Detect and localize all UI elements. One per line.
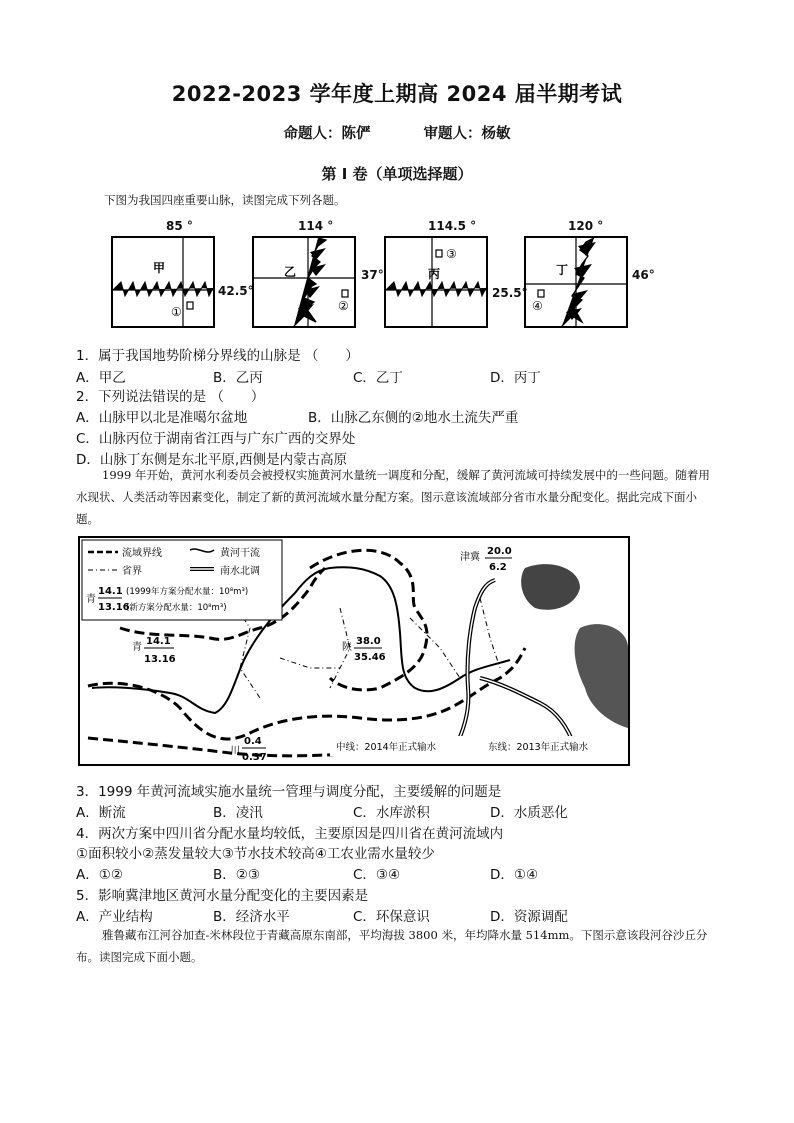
label-jinji-old: 20.0 [487, 546, 512, 557]
setter: 命题人：陈俨 [283, 126, 371, 142]
lat-label-3: 25.5° [492, 286, 528, 300]
q1-option-c[interactable]: C．乙丁 [353, 370, 403, 386]
map-marker-1: ① [171, 305, 182, 319]
q4-option-d[interactable]: D．①④ [490, 867, 539, 883]
map-marker-2: ② [338, 299, 349, 313]
label-chuan-new: 0.37 [242, 752, 267, 763]
label-shaan-new: 35.46 [354, 652, 386, 663]
lat-label-1: 42.5° [218, 284, 254, 298]
lon-label-4: 120 ° [568, 219, 604, 233]
yellow-river-map-drawing [80, 538, 628, 764]
label-shaan-prov: 陕 [342, 642, 352, 653]
passage-yarlung: 雅鲁藏布江河谷加查-米林段位于青藏高原东南部，平均海拔 3800 米，年均降水量 514mm。下图示意该段河谷沙丘分布。读图完成下面小题。 [76, 928, 708, 964]
map-panel-4 [524, 236, 628, 328]
q5-option-d[interactable]: D．资源调配 [490, 909, 568, 925]
map-name-3: 丙 [428, 267, 441, 281]
note-east-route: 东线：2013年正式输水 [488, 742, 589, 753]
legend-example-old: 14.1 [98, 586, 123, 597]
label-qing-new: 13.16 [144, 654, 176, 665]
page-title: 2022-2023 学年度上期高 2024 届半期考试 [171, 82, 623, 106]
q3-option-c[interactable]: C．水库淤积 [353, 805, 430, 821]
yellow-river-map [78, 536, 630, 766]
q4-option-c[interactable]: C．③④ [353, 867, 401, 883]
passage-yellow-river: 1999 年开始，黄河水利委员会被授权实施黄河水量统一调度和分配，缓解了黄河流域可持续发展中的一些问题。随着用水现状、人类活动等因素变化，制定了新的黄河流域水量分配方案。图示意该流域部分省市水量分配变化。据此完成下面小题。 [76, 468, 710, 526]
lon-label-2: 114 ° [298, 219, 334, 233]
q3-stem: 3．1999 年黄河流域实施水量统一管理与调度分配，主要缓解的问题是 [76, 784, 502, 800]
ridge-map-2 [254, 238, 354, 326]
q4-choices: ①面积较小②蒸发量较大③节水技术较高④工农业需水量较少 [76, 846, 435, 862]
map-name-2: 乙 [284, 265, 297, 279]
label-chuan-prov: 川 [230, 746, 240, 757]
legend-new-desc: (新方案分配水量：10⁸m³) [126, 603, 227, 613]
legend-province: 省界 [122, 566, 142, 577]
map-name-4: 丁 [556, 263, 569, 277]
map-panel-2 [252, 236, 356, 328]
q1-option-a[interactable]: A．甲乙 [76, 370, 126, 386]
legend-boundary: 流域界线 [122, 548, 162, 559]
q4-option-b[interactable]: B．②③ [213, 867, 260, 883]
map-name-1: 甲 [153, 261, 166, 275]
label-chuan-old: 0.4 [244, 736, 262, 747]
q4-option-a[interactable]: A．①② [76, 867, 123, 883]
q5-option-b[interactable]: B．经济水平 [213, 909, 290, 925]
map-panel-3 [384, 236, 488, 328]
legend-river: 黄河干流 [220, 548, 260, 559]
q1-stem: 1．属于我国地势阶梯分界线的山脉是 （ ） [76, 348, 359, 364]
label-jinji-prov: 津冀 [460, 552, 480, 563]
legend-example-new: 13.16 [98, 602, 130, 613]
map-panel-1 [111, 236, 215, 328]
label-shaan-old: 38.0 [356, 636, 381, 647]
q2-option-b[interactable]: B．山脉乙东侧的②地水土流失严重 [308, 410, 519, 426]
map-marker-4: ④ [532, 299, 543, 313]
lon-label-1: 85 ° [166, 219, 193, 233]
label-qing-old: 14.1 [146, 636, 171, 647]
q5-option-a[interactable]: A．产业结构 [76, 909, 153, 925]
author-line [0, 122, 794, 143]
q4-stem: 4．两次方案中四川省分配水量均较低，主要原因是四川省在黄河流域内 [76, 826, 504, 842]
q3-option-d[interactable]: D．水质恶化 [490, 805, 568, 821]
q2-option-c[interactable]: C．山脉丙位于湖南省江西与广东广西的交界处 [76, 431, 356, 447]
label-qing-prov: 青 [132, 642, 142, 653]
label-jinji-new: 6.2 [489, 562, 507, 573]
lon-label-3: 114.5 ° [428, 219, 477, 233]
legend-old-desc: (1999年方案分配水量：10⁸m³) [126, 587, 249, 597]
intro-text: 下图为我国四座重要山脉，读图完成下列各题。 [104, 193, 346, 207]
q3-option-b[interactable]: B．凌汛 [213, 805, 263, 821]
q1-option-d[interactable]: D．丙丁 [490, 370, 541, 386]
q2-stem: 2．下列说法错误的是 （ ） [76, 389, 265, 405]
q5-stem: 5．影响冀津地区黄河水量分配变化的主要因素是 [76, 888, 369, 904]
reviewer: 审题人：杨敏 [423, 126, 511, 142]
ridge-map-3 [386, 238, 486, 326]
q1-option-b[interactable]: B．乙丙 [213, 370, 263, 386]
q5-option-c[interactable]: C．环保意识 [353, 909, 430, 925]
ridge-map-1 [113, 238, 213, 326]
legend-diversion: 南水北调 [220, 566, 260, 577]
q3-option-a[interactable]: A．断流 [76, 805, 126, 821]
lat-label-2: 37° [361, 268, 384, 282]
ridge-map-4 [526, 238, 626, 326]
note-middle-route: 中线：2014年正式输水 [336, 742, 437, 753]
q2-option-a[interactable]: A．山脉甲以北是准噶尔盆地 [76, 410, 248, 426]
section-heading: 第 I 卷（单项选择题） [321, 165, 473, 183]
q2-option-d[interactable]: D．山脉丁东侧是东北平原,西侧是内蒙古高原 [76, 452, 348, 468]
legend-example-prov: 青 [86, 594, 96, 605]
map-marker-3: ③ [446, 247, 457, 261]
lat-label-4: 46° [632, 268, 655, 282]
